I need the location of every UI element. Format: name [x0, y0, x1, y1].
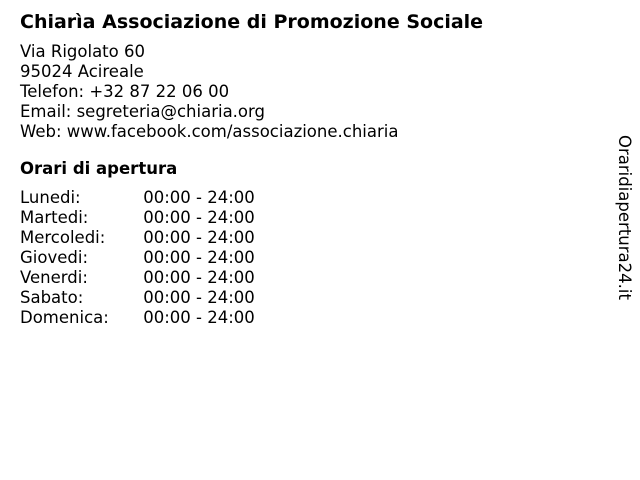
website-line: Web: www.facebook.com/associazione.chiaria: [20, 122, 399, 141]
opening-hours-table: [20, 188, 262, 328]
day-label: Lunedi:: [20, 188, 81, 207]
time-range: 00:00 - 24:00: [143, 308, 255, 327]
email-line: Email: segreteria@chiaria.org: [20, 102, 265, 121]
time-range: 00:00 - 24:00: [143, 228, 255, 247]
time-range: 00:00 - 24:00: [143, 248, 255, 267]
day-label: Martedi:: [20, 208, 89, 227]
hours-row-thursday: [20, 248, 262, 268]
hours-row-tuesday: [20, 208, 262, 228]
hours-row-saturday: [20, 288, 262, 308]
time-range: 00:00 - 24:00: [143, 188, 255, 207]
opening-hours-heading: Orari di apertura: [20, 159, 178, 178]
business-name: Chiarìa Associazione di Promozione Sociale: [20, 11, 484, 33]
hours-row-wednesday: [20, 228, 262, 248]
time-range: 00:00 - 24:00: [143, 288, 255, 307]
hours-row-friday: [20, 268, 262, 288]
day-label: Giovedi:: [20, 248, 88, 267]
address-street: Via Rigolato 60: [20, 42, 145, 61]
day-label: Domenica:: [20, 308, 109, 327]
business-card: [20, 8, 600, 328]
hours-row-sunday: [20, 308, 262, 328]
contact-block: [20, 42, 600, 142]
site-watermark: Oraridiapertura24.it: [615, 135, 634, 300]
time-range: 00:00 - 24:00: [143, 208, 255, 227]
day-label: Sabato:: [20, 288, 84, 307]
time-range: 00:00 - 24:00: [143, 268, 255, 287]
address-city: 95024 Acireale: [20, 62, 144, 81]
day-label: Mercoledi:: [20, 228, 106, 247]
hours-row-monday: [20, 188, 262, 208]
day-label: Venerdi:: [20, 268, 88, 287]
phone-line: Telefon: +32 87 22 06 00: [20, 82, 230, 101]
